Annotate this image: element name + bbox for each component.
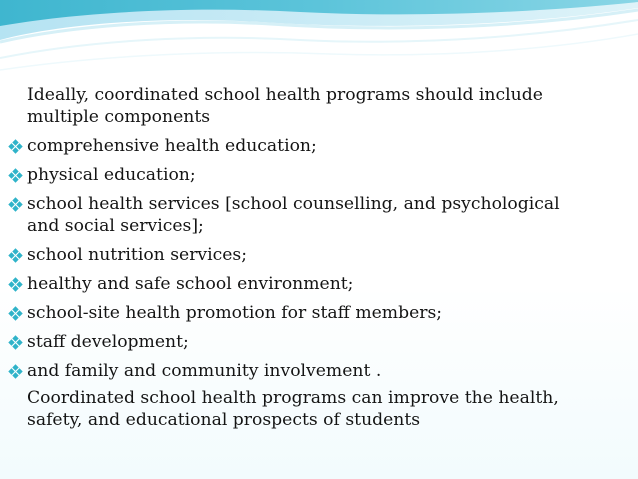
bullet-text: and social services]; — [27, 216, 204, 236]
bullet-item — [8, 164, 630, 186]
bullet-item — [8, 302, 630, 324]
closing-line-2: safety, and educational prospects of students — [27, 410, 421, 430]
diamond-bullet-icon — [8, 197, 23, 212]
bullet-item — [8, 273, 630, 295]
bullet-item — [8, 193, 630, 215]
bullet-text: healthy and safe school environment; — [27, 274, 354, 294]
bullet-item — [8, 244, 630, 266]
diamond-bullet-icon — [8, 139, 23, 154]
bullet-text: physical education; — [27, 165, 196, 185]
bullet-text: school health services [school counselling, and psychological — [27, 194, 560, 214]
bullet-text: school nutrition services; — [27, 245, 248, 265]
closing-line-1: Coordinated school health programs can improve the health, — [27, 388, 559, 408]
bullet-text: and family and community involvement . — [27, 361, 382, 381]
bullet-list — [8, 135, 630, 382]
slide-body — [8, 84, 630, 431]
diamond-bullet-icon — [8, 306, 23, 321]
diamond-bullet-icon — [8, 277, 23, 292]
bullet-text: comprehensive health education; — [27, 136, 317, 156]
bullet-text: school-site health promotion for staff members; — [27, 303, 443, 323]
bullet-item — [8, 331, 630, 353]
bullet-item — [8, 215, 630, 237]
bullet-item — [8, 135, 630, 157]
bullet-text: staff development; — [27, 332, 189, 352]
intro-line-1: Ideally, coordinated school health programs should include — [27, 85, 543, 105]
bullet-item — [8, 360, 630, 382]
diamond-bullet-icon — [8, 335, 23, 350]
diamond-bullet-icon — [8, 364, 23, 379]
intro-line-2: multiple components — [27, 107, 211, 127]
diamond-bullet-icon — [8, 248, 23, 263]
header-wave-decoration — [0, 0, 638, 80]
diamond-bullet-icon — [8, 168, 23, 183]
